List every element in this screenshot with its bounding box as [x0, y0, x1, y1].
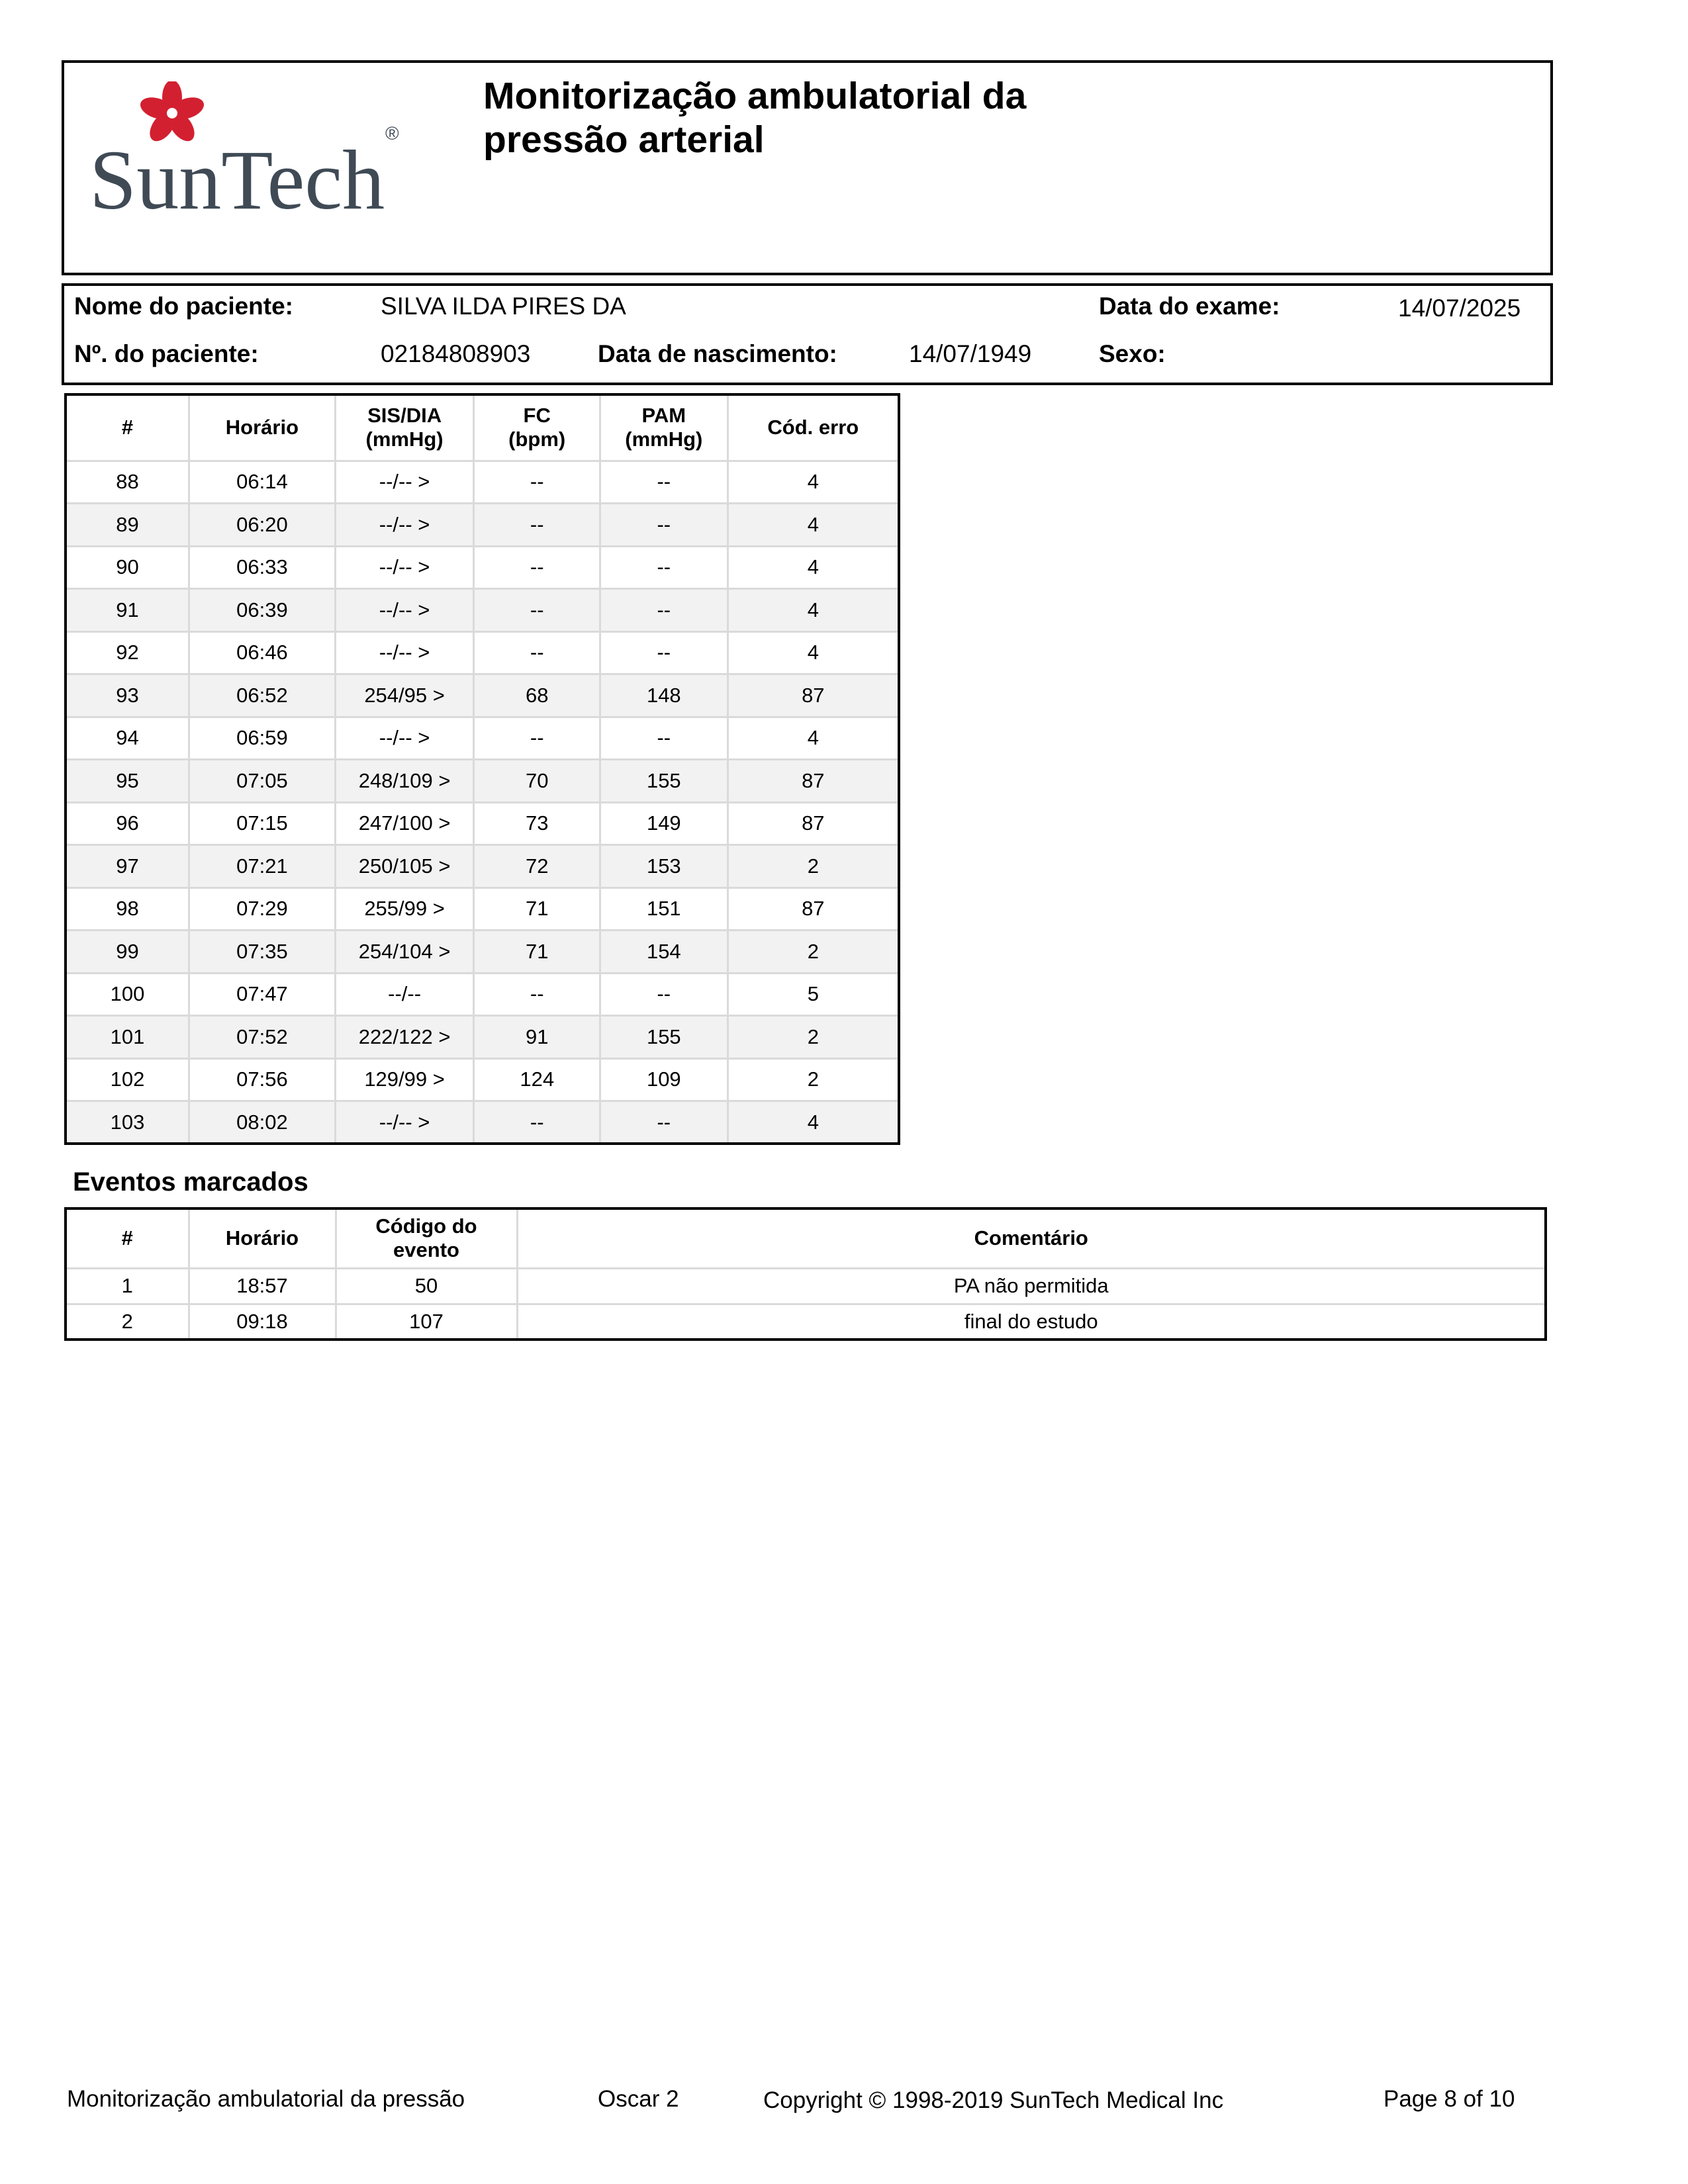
event-time: 09:18 [189, 1304, 336, 1340]
cell-sysdia: 254/95 > [335, 674, 474, 717]
cell-time: 06:46 [189, 631, 336, 674]
cell-error-code: 4 [727, 717, 899, 760]
table-row [66, 674, 899, 717]
cell-map: 109 [600, 1058, 728, 1101]
footer-device: Oscar 2 [598, 2086, 679, 2112]
cell-number: 95 [66, 760, 189, 803]
cell-time: 07:35 [189, 931, 336, 974]
cell-map: 155 [600, 760, 728, 803]
cell-map: -- [600, 973, 728, 1016]
cell-sysdia: 254/104 > [335, 931, 474, 974]
cell-map: -- [600, 546, 728, 589]
cell-sysdia: --/-- > [335, 546, 474, 589]
event-time-header: Horário [189, 1208, 336, 1268]
cell-time: 07:52 [189, 1016, 336, 1059]
cell-error-code: 4 [727, 631, 899, 674]
cell-map: 153 [600, 845, 728, 888]
cell-sysdia: --/-- > [335, 589, 474, 632]
table-row [66, 1058, 899, 1101]
suntech-logo [89, 81, 407, 220]
col-sysdia-header: SIS/DIA (mmHg) [335, 394, 474, 461]
cell-error-code: 4 [727, 1101, 899, 1144]
cell-sysdia: --/-- [335, 973, 474, 1016]
cell-number: 90 [66, 546, 189, 589]
cell-time: 07:29 [189, 887, 336, 931]
event-row [66, 1268, 1546, 1304]
event-comment-header: Comentário [517, 1208, 1546, 1268]
report-title [483, 74, 1211, 161]
cell-number: 98 [66, 887, 189, 931]
cell-time: 08:02 [189, 1101, 336, 1144]
table-row [66, 717, 899, 760]
cell-number: 89 [66, 504, 189, 547]
cell-hr: 124 [474, 1058, 600, 1101]
cell-hr: 68 [474, 674, 600, 717]
cell-time: 06:33 [189, 546, 336, 589]
cell-time: 06:20 [189, 504, 336, 547]
cell-number: 99 [66, 931, 189, 974]
cell-hr: 91 [474, 1016, 600, 1059]
cell-hr: -- [474, 546, 600, 589]
cell-error-code: 4 [727, 546, 899, 589]
cell-time: 06:52 [189, 674, 336, 717]
cell-map: 155 [600, 1016, 728, 1059]
cell-hr: -- [474, 973, 600, 1016]
cell-map: -- [600, 504, 728, 547]
cell-map: -- [600, 717, 728, 760]
cell-error-code: 87 [727, 760, 899, 803]
col-hr-header: FC (bpm) [474, 394, 600, 461]
patient-name-label: Nome do paciente: [74, 293, 293, 320]
cell-hr: 71 [474, 887, 600, 931]
cell-sysdia: 247/100 > [335, 802, 474, 845]
table-row [66, 887, 899, 931]
events-body [66, 1268, 1546, 1340]
cell-number: 102 [66, 1058, 189, 1101]
cell-hr: -- [474, 1101, 600, 1144]
cell-number: 97 [66, 845, 189, 888]
measurements-body [66, 461, 899, 1144]
cell-error-code: 2 [727, 931, 899, 974]
cell-time: 07:15 [189, 802, 336, 845]
cell-sysdia: 222/122 > [335, 1016, 474, 1059]
table-row [66, 845, 899, 888]
event-comment: final do estudo [517, 1304, 1546, 1340]
cell-number: 88 [66, 461, 189, 504]
cell-sysdia: --/-- > [335, 461, 474, 504]
footer-page-number: Page 8 of 10 [1383, 2086, 1515, 2112]
cell-error-code: 4 [727, 589, 899, 632]
cell-sysdia: 129/99 > [335, 1058, 474, 1101]
event-number: 1 [66, 1268, 189, 1304]
cell-hr: 70 [474, 760, 600, 803]
cell-time: 06:39 [189, 589, 336, 632]
event-code: 107 [336, 1304, 517, 1340]
table-row [66, 973, 899, 1016]
events-header-row [66, 1208, 1546, 1268]
table-row [66, 931, 899, 974]
cell-hr: -- [474, 589, 600, 632]
patient-name-value: SILVA ILDA PIRES DA [381, 293, 626, 320]
cell-error-code: 5 [727, 973, 899, 1016]
birth-date-value: 14/07/1949 [909, 340, 1032, 367]
cell-hr: -- [474, 631, 600, 674]
cell-hr: -- [474, 461, 600, 504]
exam-date-value: 14/07/2025 [1398, 295, 1521, 322]
events-table [64, 1207, 1547, 1341]
measurements-table [64, 393, 900, 1145]
cell-error-code: 87 [727, 674, 899, 717]
footer-report-name: Monitorização ambulatorial da pressão [67, 2086, 465, 2112]
table-row [66, 1016, 899, 1059]
cell-number: 94 [66, 717, 189, 760]
events-title: Eventos marcados [73, 1167, 308, 1197]
logo-wordmark: SunTech [89, 133, 385, 220]
col-time-header: Horário [189, 394, 336, 461]
cell-sysdia: --/-- > [335, 1101, 474, 1144]
cell-number: 100 [66, 973, 189, 1016]
exam-date-label: Data do exame: [1099, 293, 1280, 320]
footer-copyright: Copyright © 1998-2019 SunTech Medical Inc [763, 2087, 1224, 2113]
cell-error-code: 4 [727, 461, 899, 504]
cell-map: 149 [600, 802, 728, 845]
cell-sysdia: 250/105 > [335, 845, 474, 888]
event-time: 18:57 [189, 1268, 336, 1304]
birth-date-label: Data de nascimento: [598, 340, 837, 367]
cell-number: 92 [66, 631, 189, 674]
report-title-line1: Monitorização ambulatorial da [483, 75, 1027, 117]
table-row [66, 461, 899, 504]
cell-number: 96 [66, 802, 189, 845]
event-number: 2 [66, 1304, 189, 1340]
cell-sysdia: --/-- > [335, 504, 474, 547]
cell-time: 07:56 [189, 1058, 336, 1101]
table-row [66, 1101, 899, 1144]
cell-error-code: 87 [727, 802, 899, 845]
table-row [66, 760, 899, 803]
cell-number: 93 [66, 674, 189, 717]
cell-error-code: 2 [727, 1058, 899, 1101]
cell-hr: -- [474, 504, 600, 547]
event-comment: PA não permitida [517, 1268, 1546, 1304]
registered-mark: ® [385, 123, 399, 144]
col-map-header: PAM (mmHg) [600, 394, 728, 461]
cell-error-code: 87 [727, 887, 899, 931]
report-title-line2: pressão arterial [483, 118, 765, 161]
col-number-header: # [66, 394, 189, 461]
patient-id-value: 02184808903 [381, 340, 531, 367]
cell-time: 07:47 [189, 973, 336, 1016]
table-row [66, 546, 899, 589]
col-error-header: Cód. erro [727, 394, 899, 461]
cell-hr: 72 [474, 845, 600, 888]
event-code-header: Código do evento [336, 1208, 517, 1268]
cell-map: -- [600, 1101, 728, 1144]
table-row [66, 802, 899, 845]
cell-time: 06:59 [189, 717, 336, 760]
cell-sysdia: 255/99 > [335, 887, 474, 931]
cell-time: 07:05 [189, 760, 336, 803]
cell-error-code: 4 [727, 504, 899, 547]
cell-hr: -- [474, 717, 600, 760]
cell-number: 91 [66, 589, 189, 632]
patient-id-label: Nº. do paciente: [74, 340, 259, 367]
cell-map: -- [600, 461, 728, 504]
cell-hr: 71 [474, 931, 600, 974]
table-row [66, 631, 899, 674]
cell-map: 148 [600, 674, 728, 717]
cell-number: 103 [66, 1101, 189, 1144]
cell-time: 07:21 [189, 845, 336, 888]
event-code: 50 [336, 1268, 517, 1304]
table-row [66, 589, 899, 632]
table-row [66, 504, 899, 547]
cell-error-code: 2 [727, 845, 899, 888]
cell-map: 154 [600, 931, 728, 974]
event-row [66, 1304, 1546, 1340]
cell-sysdia: --/-- > [335, 631, 474, 674]
event-number-header: # [66, 1208, 189, 1268]
cell-map: -- [600, 589, 728, 632]
cell-hr: 73 [474, 802, 600, 845]
cell-time: 06:14 [189, 461, 336, 504]
cell-map: 151 [600, 887, 728, 931]
cell-sysdia: --/-- > [335, 717, 474, 760]
cell-number: 101 [66, 1016, 189, 1059]
cell-map: -- [600, 631, 728, 674]
cell-error-code: 2 [727, 1016, 899, 1059]
sex-label: Sexo: [1099, 340, 1166, 367]
measurements-header-row [66, 394, 899, 461]
cell-sysdia: 248/109 > [335, 760, 474, 803]
